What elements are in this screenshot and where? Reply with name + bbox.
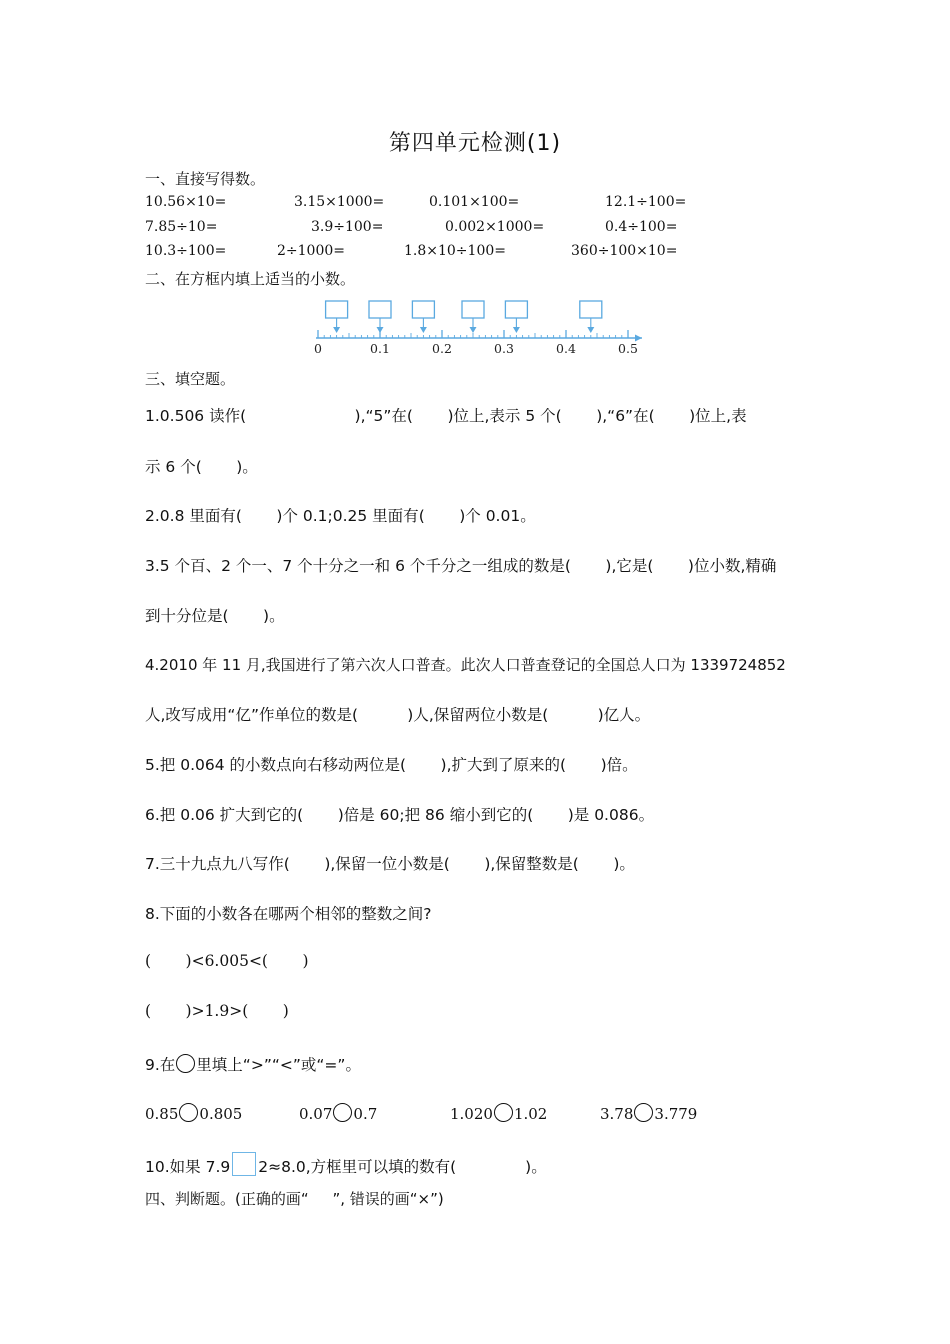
question-1-cont: 示 6 个( )。 — [145, 458, 258, 476]
q9-suffix: 里填上“>”“<”或“=”。 — [196, 1056, 361, 1074]
tick-label: 0.1 — [370, 341, 390, 356]
tick-label: 0.4 — [556, 341, 576, 356]
answer-box[interactable] — [505, 301, 527, 318]
section3-heading: 三、填空题。 — [145, 370, 236, 388]
arrow-down-icon — [377, 327, 384, 333]
comparison-item — [299, 1103, 377, 1123]
calc-item: 10.3÷100= — [145, 243, 227, 259]
arrow-down-icon — [513, 327, 520, 333]
cmp-right: 0.805 — [199, 1105, 243, 1123]
q10-prefix: 10.如果 7.9 — [145, 1158, 231, 1176]
calc-row — [0, 194, 950, 214]
page-title: 第四单元检测(1) — [388, 131, 562, 156]
calc-item: 1.8×10÷100= — [404, 243, 506, 259]
arrow-down-icon — [470, 327, 477, 333]
q10-suffix: 2≈8.0,方框里可以填的数有( )。 — [258, 1158, 547, 1176]
comparison-item — [600, 1103, 697, 1123]
calc-item: 2÷1000= — [277, 243, 345, 259]
cmp-right: 3.779 — [654, 1105, 698, 1123]
section1-heading: 一、直接写得数。 — [145, 170, 266, 188]
circle-blank-icon[interactable] — [634, 1103, 653, 1122]
calc-row — [0, 219, 950, 239]
circle-blank-icon[interactable] — [333, 1103, 352, 1122]
tick-label: 0.2 — [432, 341, 452, 356]
calc-item: 12.1÷100= — [605, 194, 687, 210]
question-9 — [145, 1053, 361, 1075]
comparison-row — [0, 1103, 950, 1127]
calc-item: 0.002×1000= — [445, 219, 545, 235]
cmp-right: 0.7 — [353, 1105, 378, 1123]
calc-row — [0, 243, 950, 263]
cmp-left: 0.85 — [145, 1105, 179, 1123]
question-5: 5.把 0.064 的小数点向右移动两位是( ),扩大到了原来的( )倍。 — [145, 756, 638, 774]
section4-heading: 四、判断题。(正确的画“ ”, 错误的画“×”) — [145, 1190, 444, 1208]
question-10 — [145, 1152, 547, 1177]
answer-box[interactable] — [580, 301, 602, 318]
calc-item: 0.4÷100= — [605, 219, 678, 235]
section2-heading: 二、在方框内填上适当的小数。 — [145, 270, 356, 288]
tick-label: 0.5 — [618, 341, 638, 356]
calc-item: 0.101×100= — [429, 194, 520, 210]
question-7: 7.三十九点九八写作( ),保留一位小数是( ),保留整数是( )。 — [145, 855, 635, 873]
cmp-left: 3.78 — [600, 1105, 634, 1123]
tick-label: 0.3 — [494, 341, 514, 356]
arrow-down-icon — [587, 327, 594, 333]
cmp-right: 1.02 — [513, 1105, 548, 1123]
calc-item: 360÷100×10= — [571, 243, 678, 259]
question-1: 1.0.506 读作( ),“5”在( )位上,表示 5 个( ),“6”在( )位上,表 — [145, 407, 747, 425]
question-8a: ( )<6.005<( ) — [145, 952, 309, 970]
circle-blank-icon — [176, 1054, 195, 1073]
cmp-left: 0.07 — [299, 1105, 333, 1123]
calc-item: 10.56×10= — [145, 194, 227, 210]
comparison-item — [145, 1103, 242, 1123]
cmp-left: 1.020 — [450, 1105, 493, 1123]
arrow-down-icon — [333, 327, 340, 333]
question-4: 4.2010 年 11 月,我国进行了第六次人口普查。此次人口普查登记的全国总人口为 1339724852 — [145, 656, 786, 674]
question-4-cont: 人,改写成用“亿”作单位的数是( )人,保留两位小数是( )亿人。 — [145, 706, 651, 724]
digit-box-icon[interactable] — [232, 1152, 256, 1176]
answer-box[interactable] — [369, 301, 391, 318]
question-6: 6.把 0.06 扩大到它的( )倍是 60;把 86 缩小到它的( )是 0.086。 — [145, 806, 655, 824]
answer-box[interactable] — [462, 301, 484, 318]
q9-prefix: 9.在 — [145, 1056, 176, 1074]
circle-blank-icon[interactable] — [179, 1103, 198, 1122]
calc-item: 7.85÷10= — [145, 219, 218, 235]
circle-blank-icon[interactable] — [494, 1103, 513, 1122]
answer-box[interactable] — [326, 301, 348, 318]
question-2: 2.0.8 里面有( )个 0.1;0.25 里面有( )个 0.01。 — [145, 507, 536, 525]
question-3-cont: 到十分位是( )。 — [145, 607, 285, 625]
question-3: 3.5 个百、2 个一、7 个十分之一和 6 个千分之一组成的数是( ),它是( )位小数,精确 — [145, 557, 777, 575]
calc-item: 3.9÷100= — [311, 219, 384, 235]
calc-item: 3.15×1000= — [294, 194, 385, 210]
comparison-item — [450, 1103, 547, 1123]
arrow-down-icon — [420, 327, 427, 333]
answer-box[interactable] — [412, 301, 434, 318]
number-line — [0, 292, 950, 362]
tick-label: 0 — [314, 341, 322, 356]
question-8b: ( )>1.9>( ) — [145, 1002, 289, 1020]
question-8: 8.下面的小数各在哪两个相邻的整数之间? — [145, 905, 432, 923]
